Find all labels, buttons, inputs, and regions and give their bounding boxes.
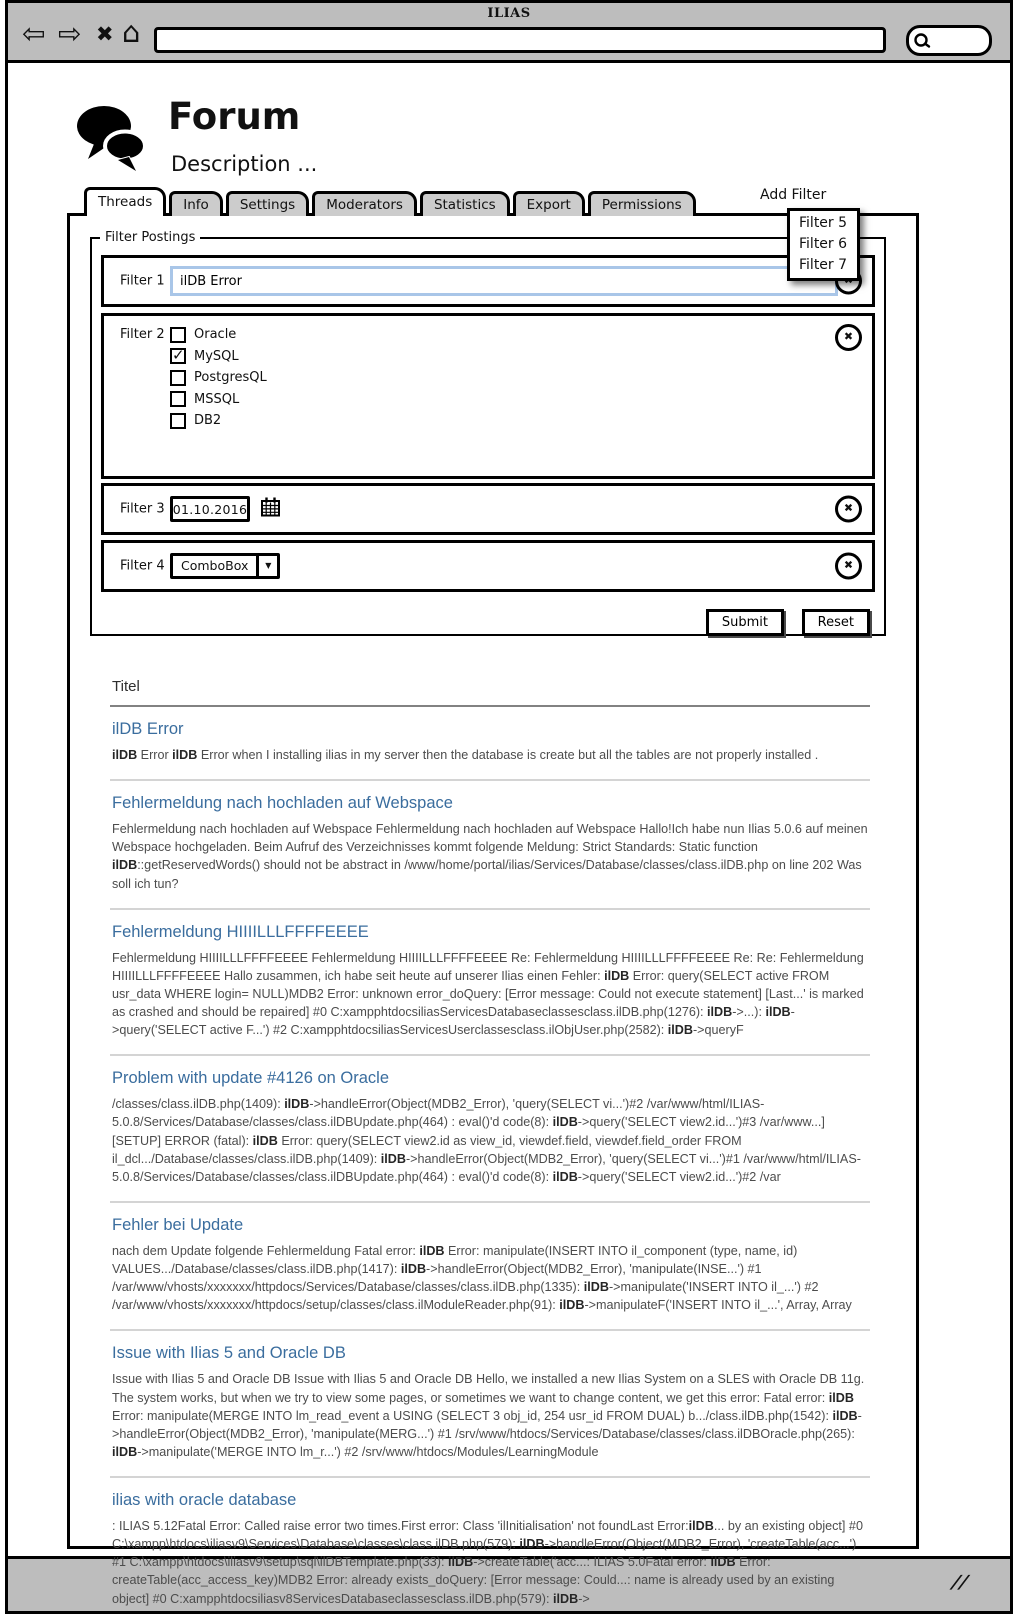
remove-filter4-icon[interactable]: ✖ <box>835 553 862 580</box>
page-description: Description ... <box>171 152 318 176</box>
thread-row <box>110 1331 870 1478</box>
tab-threads[interactable]: Threads <box>84 187 166 216</box>
resize-handle-icon[interactable]: // <box>950 1572 971 1593</box>
thread-row <box>110 1203 870 1332</box>
combobox-value: ComboBox <box>181 558 249 573</box>
menu-item-filter-7[interactable]: Filter 7 <box>799 257 848 273</box>
checkbox-box[interactable]: ✓ <box>172 346 185 365</box>
checkbox-box[interactable] <box>170 391 186 407</box>
stop-icon[interactable]: ✖ <box>96 22 114 46</box>
tab-permissions[interactable]: Permissions <box>588 191 696 216</box>
window-title: ILIAS <box>487 6 531 21</box>
checkbox-db2[interactable] <box>170 410 267 432</box>
thread-snippet: Fehlermeldung nach hochladen auf Webspace Fehlermeldung nach hochladen auf Webspace Hallo!Ich habe nun Ilias 5.0.6 auf meinen Webspace hochgeladen. Beim Aufruf des Verzeichnisses kommt folgende Meldung: Strict Standards: Static function ilDB::getReservedWords() should not be abstract in /www/home/portal/ilias/Services/Database/classes/class.ilDB.php on line 202 Was soll ich tun? <box>112 822 868 891</box>
filter4-label: Filter 4 <box>120 558 165 574</box>
thread-row <box>110 1056 870 1203</box>
checkbox-mysql[interactable] <box>170 346 267 368</box>
thread-snippet: /classes/class.ilDB.php(1409): ilDB->handleError(Object(MDB2_Error), 'query(SELECT vi...')#2 /var/www/html/ILIAS-5.0.8/Services/Database/classes/class.ilDBUpdate.php(464) : eval()'d code(8): ilDB->query('SELECT view2.id...')#3 /var/www...] [SETUP] ERROR (fatal): ilDB Error: query(SELECT view2.id as view_id, viewdef.field, viewdef.field_order FROM il_dcl.../Database/classes/class.ilDB.php(1409): ilDB->handleError(Object(MDB2_Error), 'query(SELECT vi...')#1 /var/www/html/ILIAS-5.0.8/Services/Database/classes/class.ilDBUpdate.php(464) : eval()'d code(8): ilDB->query('SELECT view2.id...')#2 /var <box>112 1097 861 1184</box>
thread-snippet: Fehlermeldung HIIIILLLFFFFEEEE Fehlermeldung HIIIILLLFFFFEEEE Re: Fehlermeldung HIIIILLLFFFFEEEE Re: Re: Fehlermeldung HIIIILLLFFFFEEEE Hallo zusammen, ich habe seit heute auf unserer Ilias einen Fehler: ilDB Error: query(SELECT active FROM usr_data WHERE login= NULL)MDB2 Error: unknown error_doQuery: [Error message: Could not execute statement] [Last...' is marked as crashed and should be repaired] #0 C:xampphtdocsiliasServicesDatabaseclassesclass.ilDB.php(1276): ilDB->...): ilDB->query('SELECT active F...') #2 C:xampphtdocsiliasServicesUserclassesclass.ilObjUser.php(2582): ilDB->queryF <box>112 950 864 1038</box>
filter-row-2 <box>101 313 875 479</box>
thread-row <box>110 910 870 1057</box>
remove-filter2-icon[interactable]: ✖ <box>835 324 862 351</box>
tab-info[interactable]: Info <box>169 191 223 216</box>
tab-export[interactable]: Export <box>513 191 585 216</box>
tab-moderators[interactable]: Moderators <box>312 191 417 216</box>
filter1-text-input[interactable] <box>170 266 838 296</box>
checkbox-label: PostgresQL <box>194 370 267 386</box>
submit-button[interactable]: Submit <box>706 609 784 636</box>
page-title: Forum <box>168 95 301 138</box>
filter3-label: Filter 3 <box>120 501 165 517</box>
checkbox-postgresql[interactable] <box>170 367 267 389</box>
thread-title-link[interactable]: Fehlermeldung nach hochladen auf Webspace <box>112 794 453 813</box>
checkbox-label: Oracle <box>194 327 237 343</box>
checkbox-box[interactable] <box>170 370 186 386</box>
tab-settings[interactable]: Settings <box>226 191 309 216</box>
thread-list <box>110 672 870 1614</box>
browser-chrome <box>8 3 1010 63</box>
column-header-titel: Titel <box>110 672 870 707</box>
checkbox-label: MSSQL <box>194 391 240 407</box>
thread-snippet: Issue with Ilias 5 and Oracle DB Issue with Ilias 5 and Oracle DB Hello, we installed a new Ilias System on a SLES with Oracle DB 11g. The system works, but when we try to view some pages, or sometimes we want to change content, we get this error: Fatal error: ilDB Error: manipulate(MERGE INTO lm_read_event a USING (SELECT 3 obj_id, 254 usr_id FROM DUAL) b.../class.ilDB.php(1542): ilDB->handleError(Object(MDB2_Error), 'manipulate(MERG...') #1 /srv/www/htdocs/Services/Database/classes/class.ilDBOracle.php(265): ilDB->manipulate('MERGE INTO lm_r...') #2 /srv/www/htdocs/Modules/LearningModule <box>112 1372 865 1459</box>
filter-row-3 <box>101 483 875 535</box>
filter4-combobox[interactable] <box>170 553 280 579</box>
thread-row <box>110 1478 870 1614</box>
home-icon[interactable]: ⌂ <box>122 15 141 49</box>
remove-filter3-icon[interactable]: ✖ <box>835 496 862 523</box>
back-icon[interactable]: ⇦ <box>22 17 46 50</box>
url-bar[interactable] <box>154 27 886 53</box>
thread-row <box>110 707 870 781</box>
calendar-icon[interactable] <box>259 496 282 523</box>
thread-row <box>110 781 870 910</box>
thread-title-link[interactable]: ilias with oracle database <box>112 1491 297 1509</box>
tab-bar <box>84 189 699 216</box>
filter-postings-fieldset <box>90 230 886 636</box>
browser-window <box>5 0 1013 1614</box>
tab-statistics[interactable]: Statistics <box>420 191 510 216</box>
thread-title-link[interactable]: Fehlermeldung HIIIILLLFFFFEEEE <box>112 922 369 941</box>
thread-snippet: ilDB Error ilDB Error when I installing ilias in my server then the database is create but all the tables are not properly installed . <box>112 748 819 762</box>
menu-item-filter-6[interactable]: Filter 6 <box>799 236 848 252</box>
checkbox-oracle[interactable] <box>170 324 267 346</box>
thread-snippet: : ILIAS 5.12Fatal Error: Called raise error two times.First error: Class 'ilInitialisation' not foundLast Error:ilDB... by an existing object] #0 C:\xampp\htdocs\iliasv9\Services\Database\classes\class.ilDB.php(579): ilDB->handleError(Object(MDB2_Error), 'createTable(acc...') #1 C:\xampp\htdocs\iliasv9\setup\sql\ilDBTemplate.php(33): ilDB->createTable('acc...: ILIAS 5.0Fatal error: ilDB Error: createTable(acc_access_key)MDB2 Error: already exists_doQuery: [Error message: Could...: name is already used by an existing object] #0 C:xampphtdocsiliasv8ServicesDatabaseclassesclass.ilDB.php(579): ilDB-> <box>112 1519 863 1606</box>
thread-title-link[interactable]: Issue with Ilias 5 and Oracle DB <box>112 1344 346 1363</box>
filter3-date-input[interactable]: 01.10.2016 <box>170 496 250 522</box>
chevron-down-icon[interactable]: ▼ <box>256 556 277 576</box>
menu-item-filter-5[interactable]: Filter 5 <box>799 215 848 231</box>
threads-panel <box>67 213 919 1606</box>
filter-row-1 <box>101 255 875 307</box>
checkbox-box[interactable] <box>170 413 186 429</box>
filter2-label: Filter 2 <box>120 327 165 342</box>
checkbox-mssql[interactable] <box>170 389 267 411</box>
filter2-checkbox-list <box>170 324 267 432</box>
reset-button[interactable]: Reset <box>802 609 870 636</box>
checkbox-label: MySQL <box>194 348 239 364</box>
thread-snippet: nach dem Update folgende Fehlermeldung Fatal error: ilDB Error: manipulate(INSERT INTO il_component (type, name, id) VALUES.../Database/classes/class.ilDB.php(1417): ilDB->handleError(Object(MDB2_Error), 'manipulate(INSE...') #1 /var/www/vhosts/xxxxxxx/httpdocs/Services/Database/classes/class.ilDB.php(1335): ilDB->manipulate('INSERT INTO il_...') #2 /var/www/vhosts/xxxxxxx/httpdocs/setup/classes/class.ilModuleReader.php(91): ilDB->manipulateF('INSERT INTO il_...', Array, Array <box>112 1243 852 1313</box>
forward-icon[interactable]: ⇨ <box>58 17 82 50</box>
add-filter-label[interactable]: Add Filter <box>760 187 827 203</box>
add-filter-menu <box>787 208 860 281</box>
checkbox-label: DB2 <box>194 413 222 429</box>
filter-row-4 <box>101 540 875 592</box>
filter1-label: Filter 1 <box>120 273 165 289</box>
filter-postings-legend: Filter Postings <box>105 230 196 245</box>
thread-title-link[interactable]: Fehler bei Update <box>112 1215 244 1234</box>
checkbox-box[interactable] <box>170 327 186 343</box>
thread-title-link[interactable]: Problem with update #4126 on Oracle <box>112 1069 390 1088</box>
thread-title-link[interactable]: ilDB Error <box>112 720 184 738</box>
browser-search-box[interactable] <box>906 25 992 56</box>
forum-icon <box>74 101 150 181</box>
